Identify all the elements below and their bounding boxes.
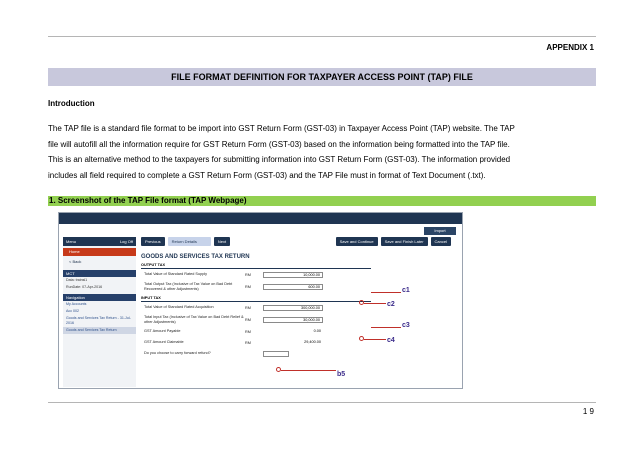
screenshot-header-bar <box>59 213 462 224</box>
nav-item: Goods and Services Tax Return - 31-Jul-2016 <box>66 316 131 325</box>
row-label: GST Amount Payable <box>144 329 181 334</box>
form-row <box>141 337 371 348</box>
back-link: < Back <box>69 259 82 264</box>
form-row <box>141 348 371 359</box>
next-button: Next <box>214 237 230 246</box>
row-currency: RM <box>245 305 251 310</box>
run-date: RunDate: 07-Apr-2016 <box>66 285 103 289</box>
form-title: GOODS AND SERVICES TAX RETURN <box>141 254 250 260</box>
save-finish-button: Save and Finish Later <box>381 237 428 246</box>
row-currency: RM <box>245 284 251 289</box>
row-value: 300,000.00 <box>263 305 323 311</box>
callout-arrow <box>364 303 386 304</box>
top-divider <box>48 36 596 37</box>
logoff-link: Log Off <box>119 239 133 244</box>
bottom-divider <box>48 402 596 403</box>
row-currency: RM <box>245 317 251 322</box>
row-value: 30,000.00 <box>263 317 323 323</box>
row-currency: RM <box>245 329 251 334</box>
callout-arrow <box>371 327 401 328</box>
nav-item: My Accounts <box>66 302 87 306</box>
callout-c4: c4 <box>387 337 395 344</box>
input-tax-section: INPUT TAX <box>141 296 371 302</box>
callout-c3: c3 <box>402 322 410 329</box>
previous-button: Previous <box>141 237 165 246</box>
row-label: Total Value of Standard Rated Acquisition <box>144 305 214 310</box>
row-label: Total Input Tax (Inclusive of Tax Value on Bad Debt Relief & other Adjustments) <box>144 315 244 324</box>
callout-c2: c2 <box>387 301 395 308</box>
form-row <box>141 269 371 280</box>
screenshot-main <box>141 237 459 387</box>
home-item: Home <box>63 248 136 256</box>
row-value: 10,000.00 <box>263 272 323 278</box>
tap-webpage-screenshot <box>58 212 463 389</box>
callout-arrow <box>281 370 336 371</box>
appendix-label: APPENDIX 1 <box>546 43 594 52</box>
document-title: FILE FORMAT DEFINITION FOR TAXPAYER ACCESS POINT (TAP) FILE <box>48 68 596 86</box>
row-currency: RM <box>245 272 251 277</box>
callout-arrow <box>371 292 401 293</box>
nav-item: Acc 002 <box>66 309 79 313</box>
nav-item: Goods and Services Tax Return <box>63 327 136 334</box>
carry-forward-select <box>263 351 289 357</box>
screenshot-sidebar <box>63 237 136 387</box>
paragraph-line: file will autofill all the information require for GST Return Form (GST-03) based on the information being formatted into the TAP file. <box>48 139 510 149</box>
row-value: 600.00 <box>263 284 323 290</box>
navigation-title: Navigation <box>63 294 136 301</box>
row-label: Total Value of Standard Rated Supply <box>144 272 208 277</box>
row-value: 0.00 <box>263 329 323 335</box>
paragraph-line: This is an alternative method to the taxpayers for submitting information into GST Return Form (GST-03). The information provided <box>48 155 511 164</box>
save-continue-button: Save and Continue <box>336 237 378 246</box>
callout-b5: b5 <box>337 371 346 378</box>
row-label: Do you choose to carry forward refund? <box>144 351 211 356</box>
row-currency: RM <box>245 340 251 345</box>
button-row <box>141 237 459 246</box>
form-row <box>141 302 371 313</box>
form-row <box>141 313 371 326</box>
section-heading: 1. Screenshot of the TAP File format (TAP Webpage) <box>48 196 596 206</box>
import-button: Import <box>424 227 456 235</box>
menu-label: Menu <box>66 239 77 244</box>
paragraph-line: The TAP file is a standard file format to be import into GST Return Form (GST-03) in Taxpayer Access Point (TAP) website. The TAP <box>48 124 515 133</box>
intro-paragraph <box>48 121 596 183</box>
intro-heading: Introduction <box>48 99 95 108</box>
return-details-tab: Return Details <box>168 237 211 246</box>
page-number: 1 9 <box>582 407 594 416</box>
paragraph-line: includes all field required to complete a GST Return Form (GST-03) and the TAP File must in format of Text Document (.txt). <box>48 170 486 180</box>
callout-arrow <box>364 339 386 340</box>
cancel-button: Cancel <box>431 237 451 246</box>
form-row <box>141 326 371 337</box>
sidebar-menu-header <box>63 237 136 246</box>
user-line: Data: trainsl1 <box>66 278 88 282</box>
output-tax-section: OUTPUT TAX <box>141 263 371 269</box>
row-label: GST Amount Claimable <box>144 340 184 345</box>
row-label: Total Output Tax (Inclusive of Tax Value on Bad Debt Recovered & other Adjustments) <box>144 282 233 291</box>
form-row <box>141 280 371 293</box>
row-value: 29,400.00 <box>263 340 323 346</box>
callout-c1: c1 <box>402 287 410 294</box>
sidebar-box-title: MCT <box>63 270 136 277</box>
